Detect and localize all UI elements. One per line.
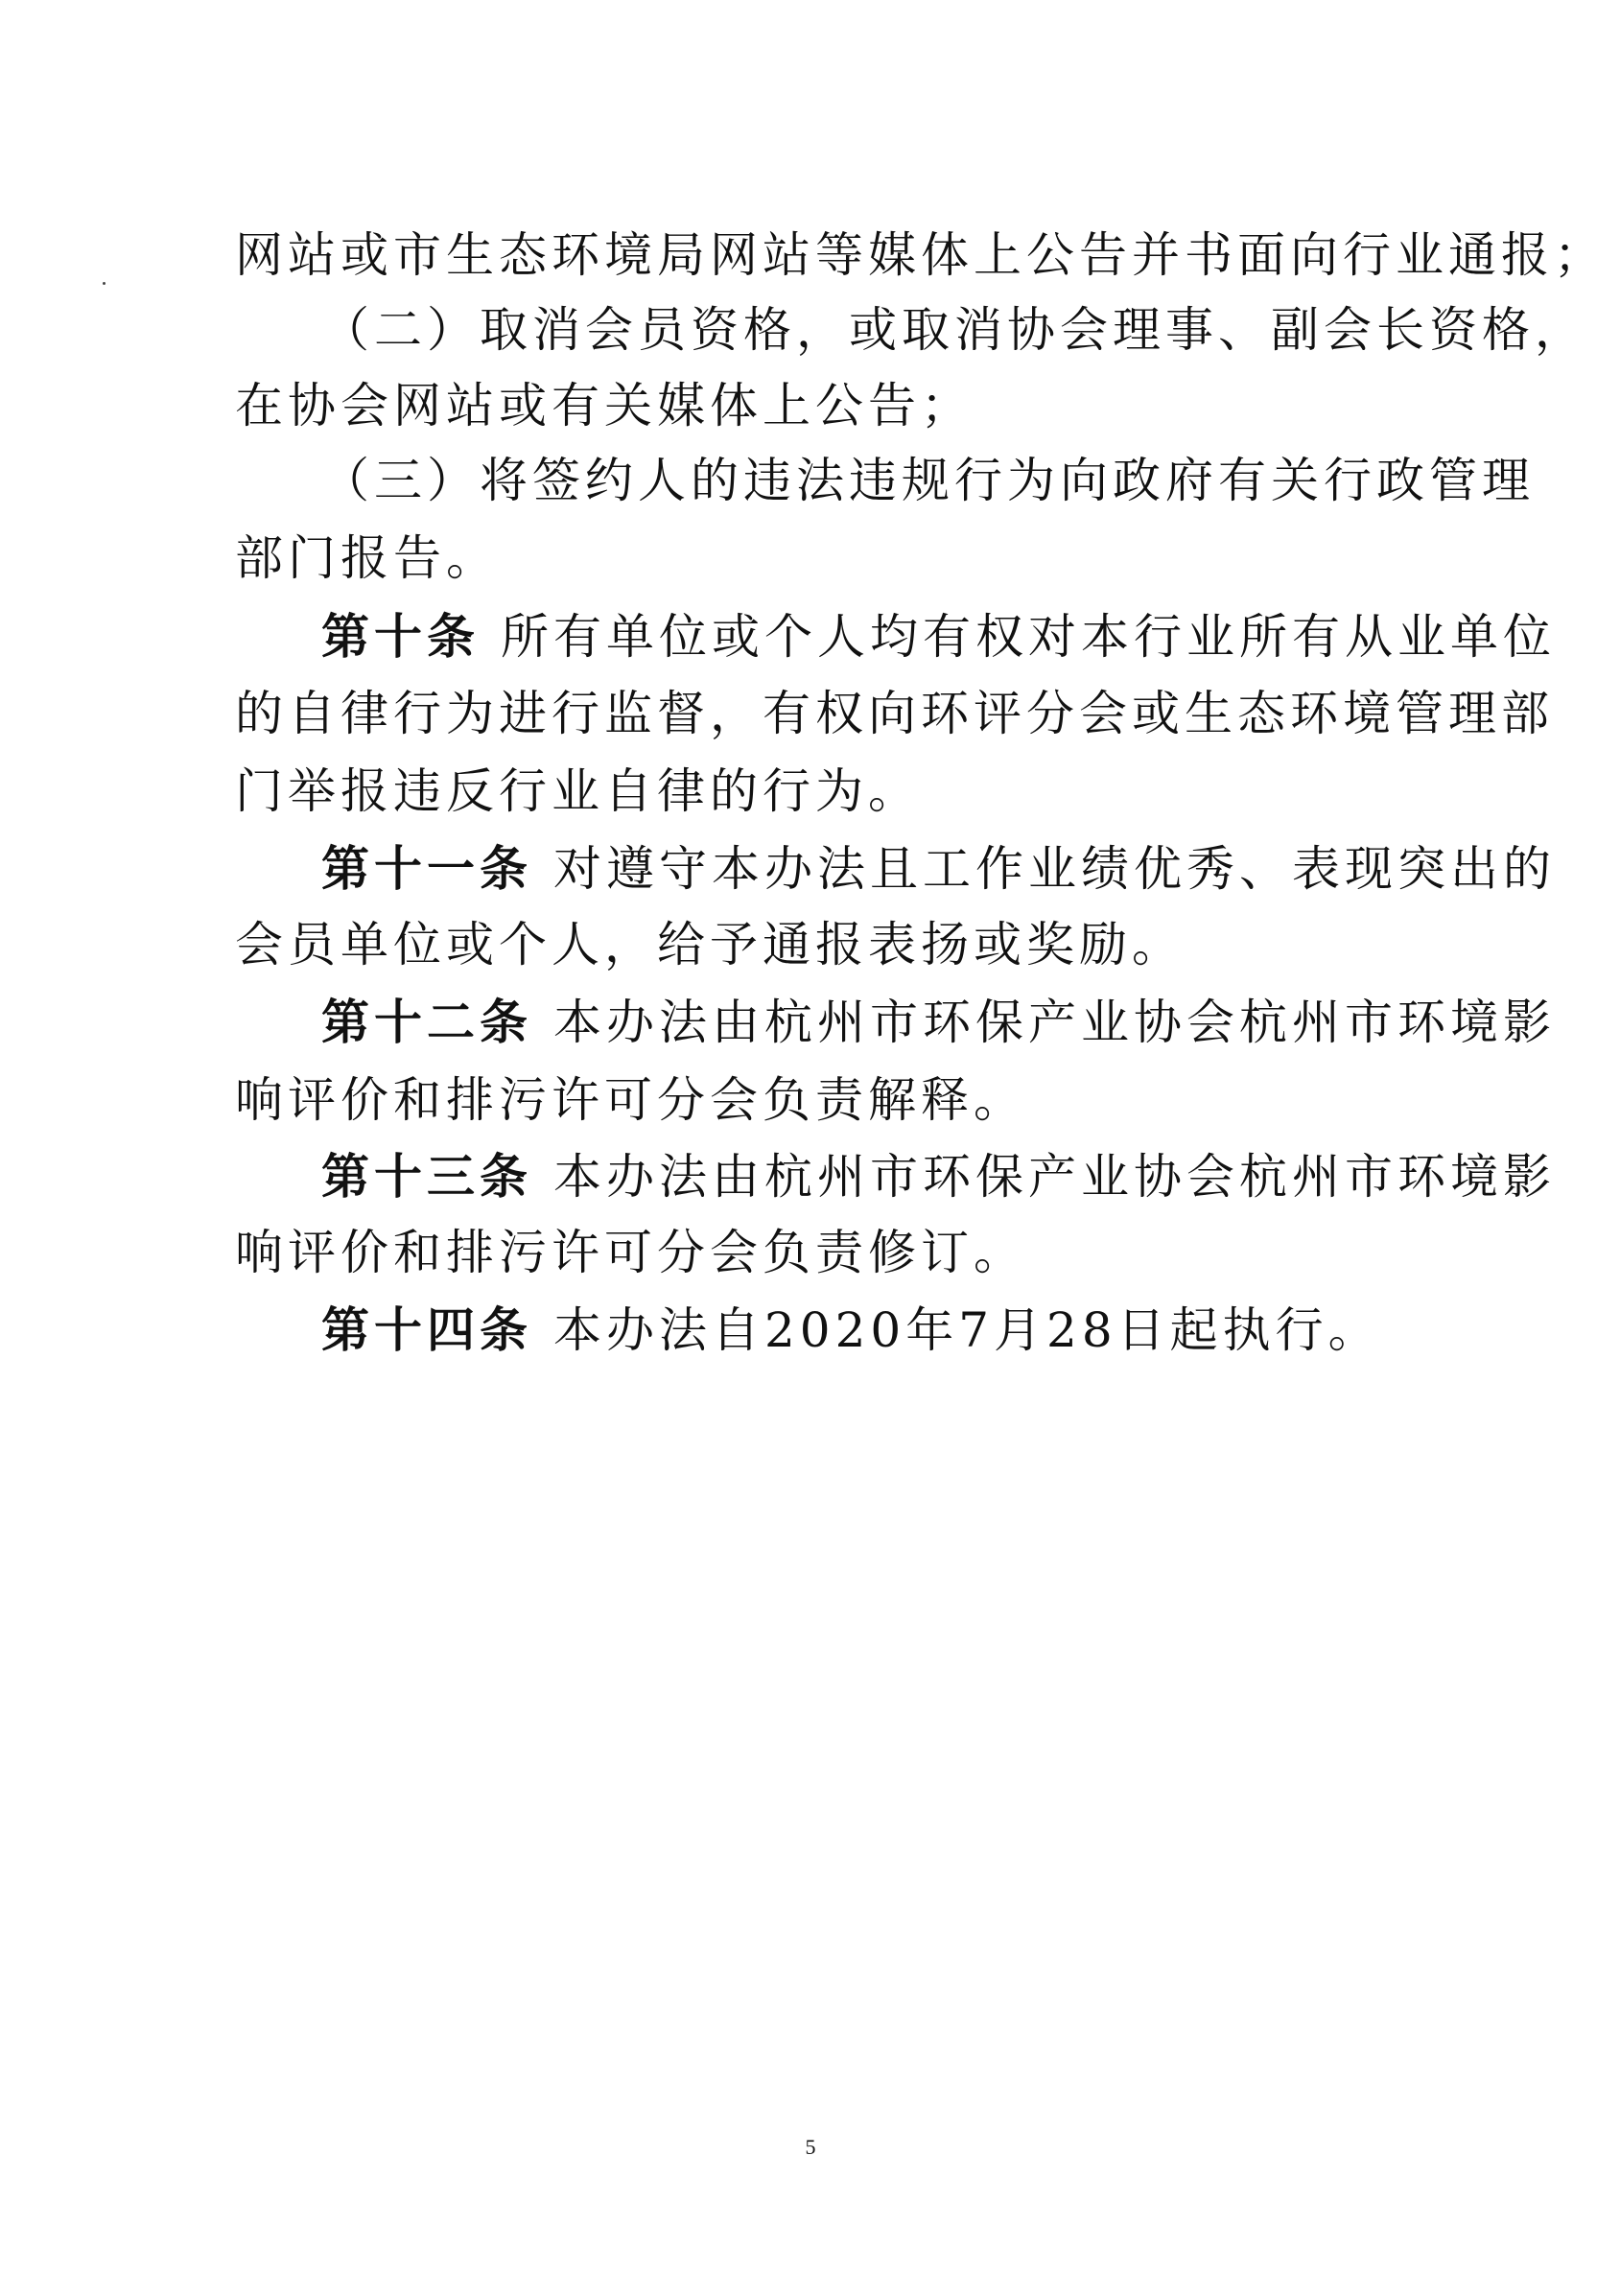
text-line: 门举报违反行业自律的行为。 <box>235 763 921 819</box>
text-line: 网站或市生态环境局网站等媒体上公告并书面向行业通报； <box>235 227 1607 283</box>
article-text: 本办法自2020年7月28日起执行。 <box>553 1302 1381 1358</box>
text-line: （二）取消会员资格，或取消协会理事、副会长资格， <box>321 302 1587 358</box>
text-line: （三）将签约人的违法违规行为向政府有关行政管理 <box>321 453 1535 508</box>
article-line <box>321 994 1556 1051</box>
text-line: 的自律行为进行监督，有权向环评分会或生态环境管理部 <box>235 686 1554 741</box>
article-number: 第十三条 <box>321 1148 532 1205</box>
article-text: 本办法由杭州市环保产业协会杭州市环境影 <box>553 995 1556 1050</box>
article-line <box>321 1301 1472 1359</box>
article-text: 对遵守本办法且工作业绩优秀、表现突出的 <box>553 841 1556 897</box>
text-line: 会员单位或个人，给予通报表扬或奖励。 <box>235 917 1185 972</box>
article-line <box>321 1148 1556 1206</box>
article-number: 第十二条 <box>321 994 532 1050</box>
article-number: 第十一条 <box>321 840 532 897</box>
text-line: 响评价和排污许可分会负责解释。 <box>235 1072 1026 1128</box>
article-number: 第十四条 <box>321 1301 532 1358</box>
article-line <box>321 608 1556 666</box>
text-line: 在协会网站或有关媒体上公告； <box>235 378 974 433</box>
text-line: 部门报告。 <box>235 530 499 586</box>
text-line: 响评价和排污许可分会负责修订。 <box>235 1225 1026 1280</box>
article-text: 本办法由杭州市环保产业协会杭州市环境影 <box>553 1149 1556 1205</box>
page-number: 5 <box>805 2135 816 2159</box>
article-text: 所有单位或个人均有权对本行业所有从业单位 <box>501 609 1556 665</box>
article-number: 第十条 <box>321 608 480 665</box>
scan-artifact <box>103 282 106 285</box>
article-line <box>321 840 1556 898</box>
